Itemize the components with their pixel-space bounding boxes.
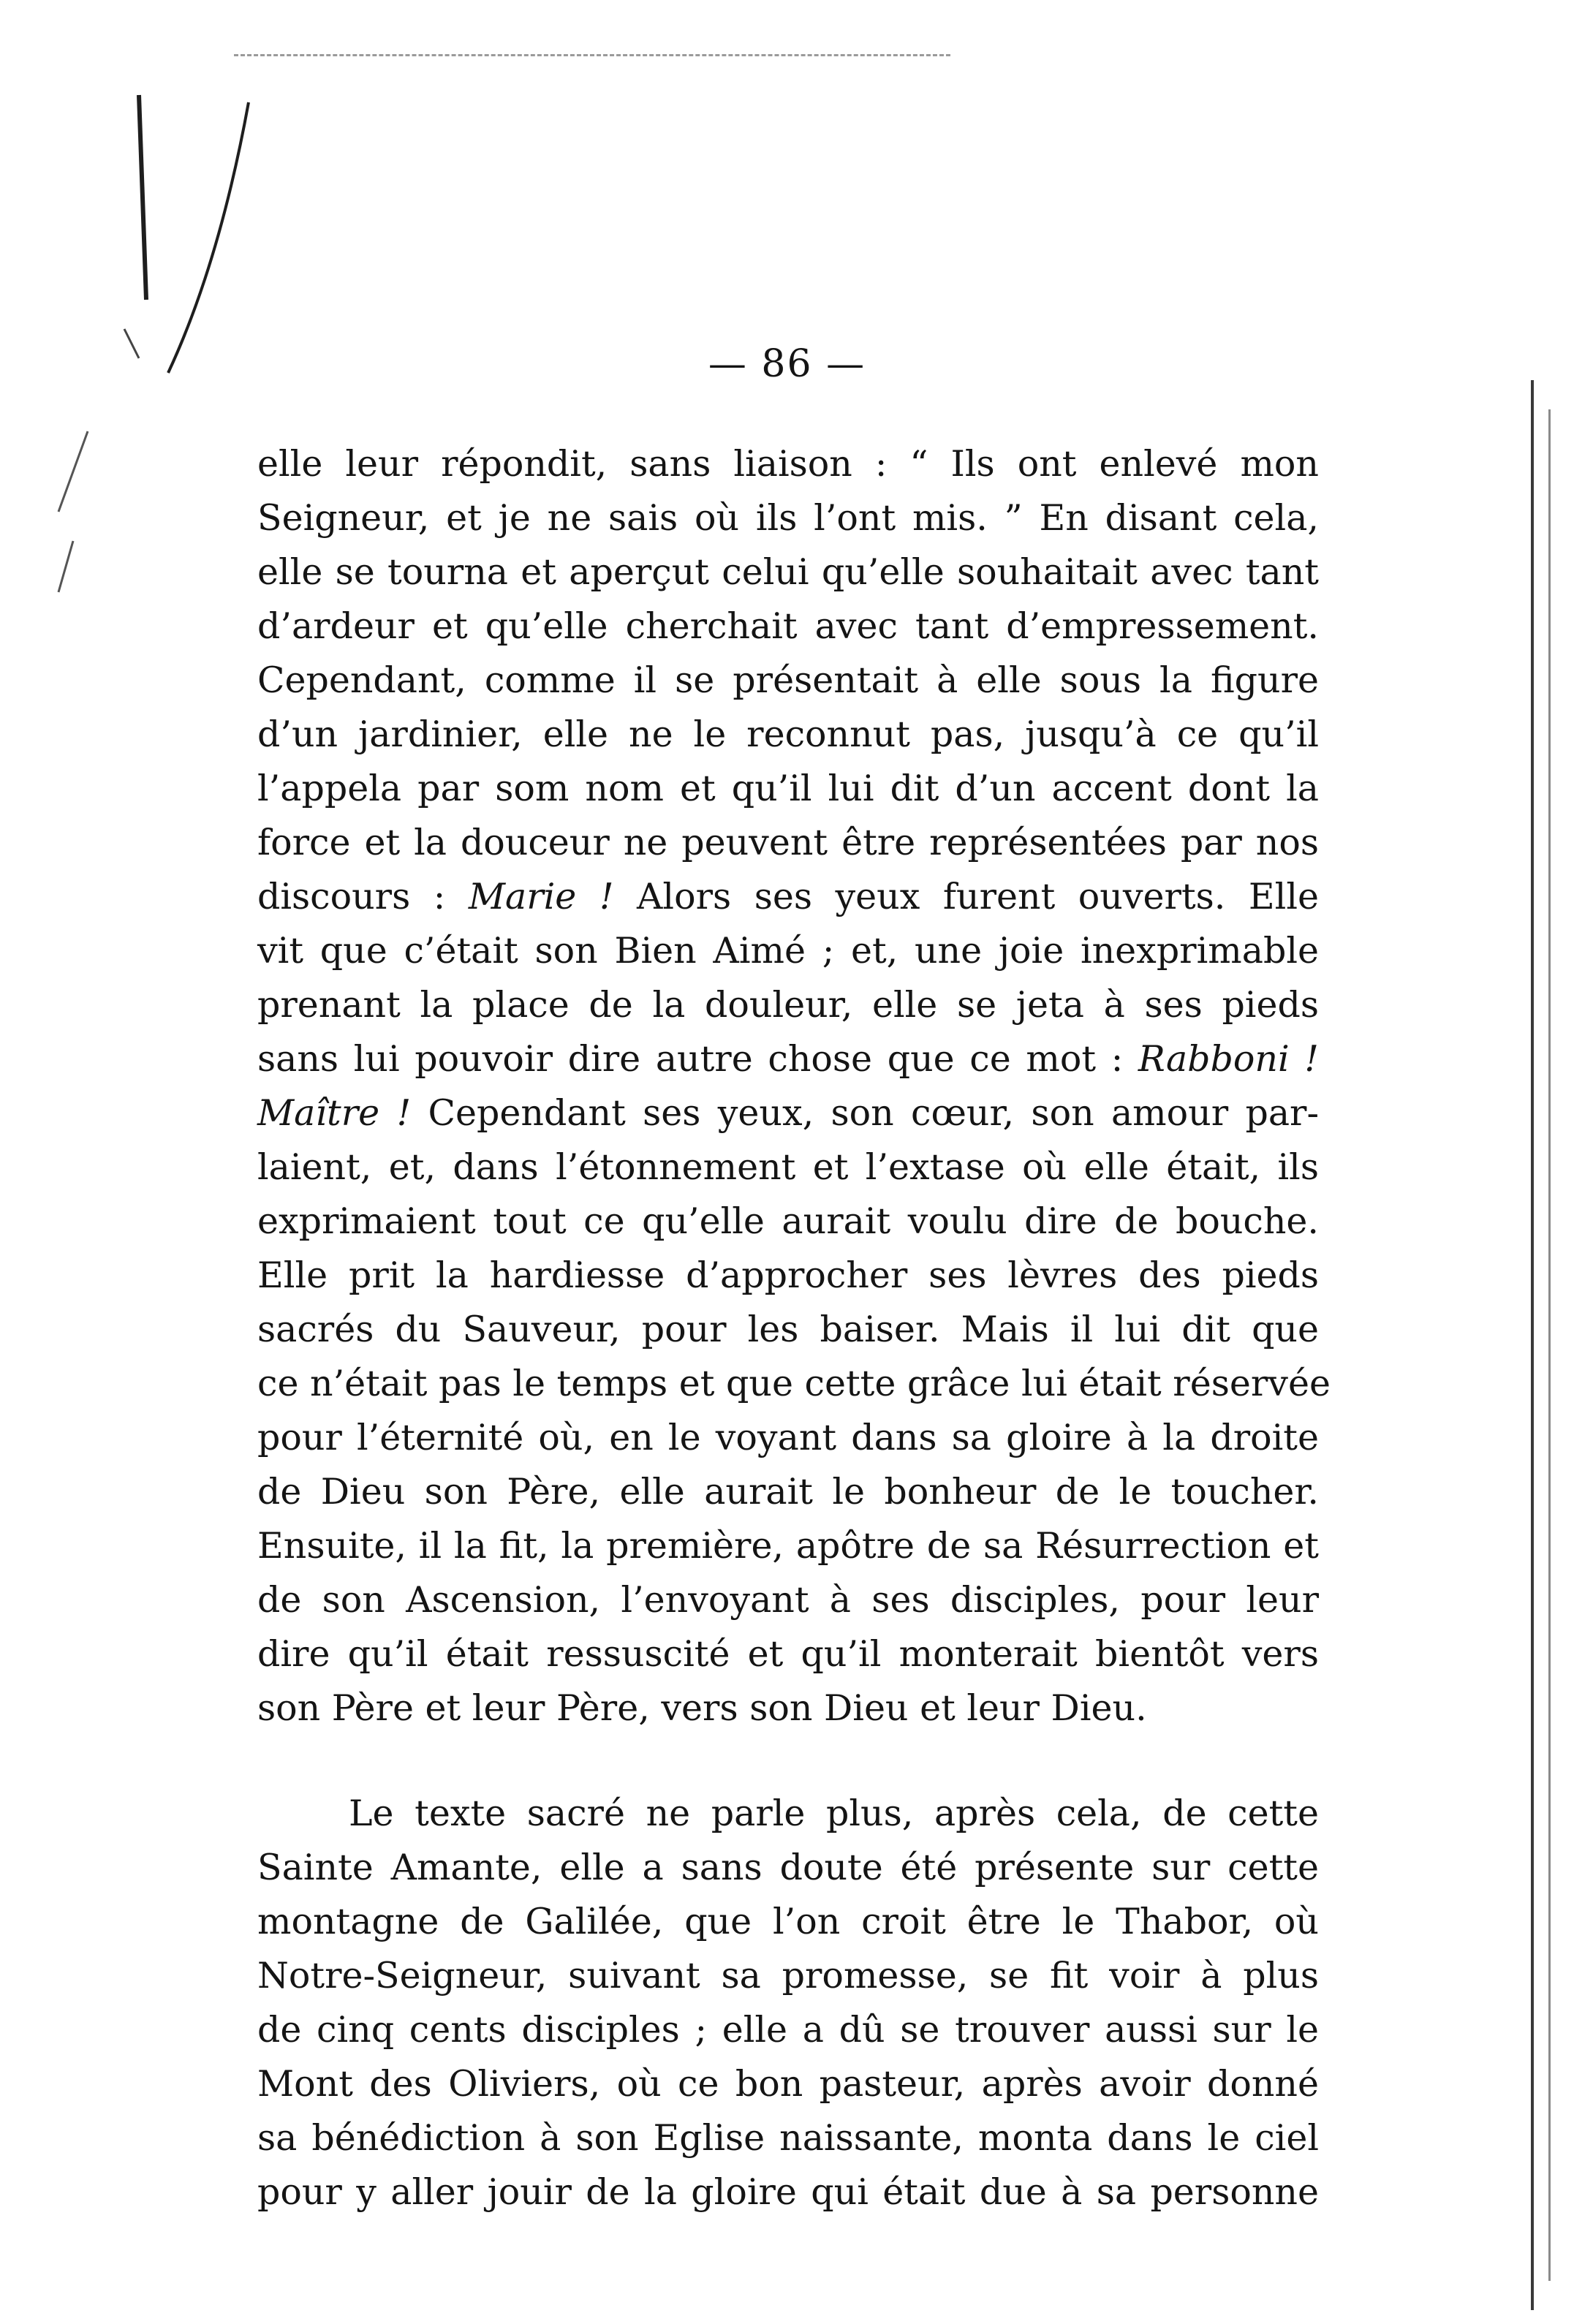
text-line: Elle prit la hardiesse d’approcher ses lèvres des pieds [257,1254,1319,1296]
text-line: dire qu’il était ressuscité et qu’il monterait bientôt vers [257,1633,1319,1675]
text-line: Maître ! Cependant ses yeux, son cœur, son amour par- [257,1092,1320,1134]
text-line: elle se tourna et aperçut celui qu’elle souhaitait avec tant [257,551,1319,593]
text-line: montagne de Galilée, que l’on croit être le Thabor, où [257,1901,1319,1942]
text-line: de Dieu son Père, elle aurait le bonheur de le toucher. [257,1471,1319,1513]
text-line: sans lui pouvoir dire autre chose que ce mot : Rabboni ! [257,1038,1319,1080]
text-line: Seigneur, et je ne sais où ils l’ont mis. ” En disant cela, [257,497,1319,539]
text-line: exprimaient tout ce qu’elle aurait voulu dire de bouche. [257,1200,1319,1242]
paragraph-1 [257,437,1331,1736]
text-line: laient, et, dans l’étonnement et l’extase où elle était, ils [257,1146,1319,1188]
text-line: Ensuite, il la fit, la première, apôtre de sa Résurrection et [257,1525,1319,1567]
scan-right-edge-line [1531,380,1534,2310]
text-line: Sainte Amante, elle a sans doute été présente sur cette [257,1847,1319,1888]
text-line: Notre-Seigneur, suivant sa promesse, se fit voir à plus [257,1955,1319,1996]
text-line: vit que c’était son Bien Aimé ; et, une joie inexprimable [257,930,1319,972]
text-line: l’appela par som nom et qu’il lui dit d’un accent dont la [257,768,1319,809]
page-number: — 86 — [708,342,866,386]
text-line: Mont des Oliviers, où ce bon pasteur, après avoir donné [257,2063,1319,2105]
scan-edge-mark [234,54,950,56]
text-line: d’un jardinier, elle ne le reconnut pas, jusqu’à ce qu’il [257,714,1319,755]
text-line: discours : Marie ! Alors ses yeux furent ouverts. Elle [257,876,1319,917]
text-line: d’ardeur et qu’elle cherchait avec tant d’empressement. [257,605,1319,647]
scan-right-edge-line-2 [1548,409,1551,2281]
scan-margin-marks-2 [44,424,132,607]
text-line: prenant la place de la douleur, elle se jeta à ses pieds [257,984,1319,1026]
text-line: ce n’était pas le temps et que cette grâce lui était réservée [257,1363,1331,1404]
text-line: force et la douceur ne peuvent être représentées par nos [257,822,1319,863]
text-line: de son Ascension, l’envoyant à ses disciples, pour leur [257,1579,1319,1621]
text-line: pour y aller jouir de la gloire qui était due à sa personne [257,2171,1319,2213]
text-line: son Père et leur Père, vers son Dieu et leur Dieu. [257,1687,1147,1729]
text-line: sacrés du Sauveur, pour les baiser. Mais il lui dit que [257,1309,1319,1350]
text-line: elle leur répondit, sans liaison : “ Ils ont enlevé mon [257,443,1319,485]
text-line: Cependant, comme il se présentait à elle sous la figure [257,659,1319,701]
text-line: pour l’éternité où, en le voyant dans sa gloire à la droite [257,1417,1319,1458]
scan-margin-marks [110,80,300,387]
text-line: de cinq cents disciples ; elle a dû se trouver aussi sur le [257,2009,1319,2051]
text-line: Le texte sacré ne parle plus, après cela, de cette [349,1793,1319,1834]
paragraph-2 [257,1787,1319,2219]
text-line: sa bénédiction à son Eglise naissante, monta dans le ciel [257,2117,1319,2159]
